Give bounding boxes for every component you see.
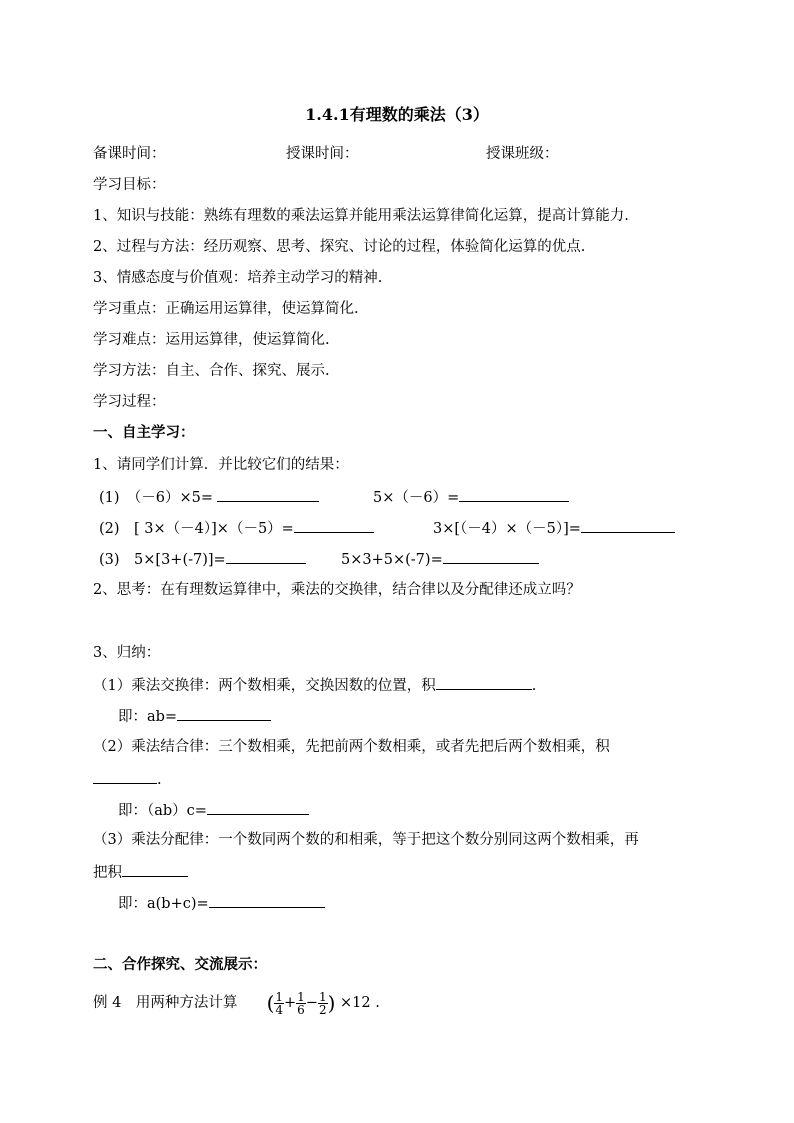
law-distributive: （3）乘法分配律：一个数同两个数的和相乘，等于把这个数分别同这两个数相乘，再 — [93, 832, 639, 848]
answer-blank — [177, 705, 271, 721]
example-tail: ×12 . — [340, 995, 380, 1011]
question-2: 2、思考：在有理数运算律中，乘法的交换律，结合律以及分配律还成立吗？ — [93, 582, 581, 598]
section2-heading: 二、合作探究、交流展示： — [93, 956, 267, 973]
minus-sign: − — [305, 995, 318, 1011]
example-label: 例 4 用两种方法计算 — [93, 995, 238, 1011]
section1-heading: 一、自主学习： — [93, 424, 195, 441]
answer-blank — [217, 486, 319, 502]
question-3: 3、归纳： — [93, 645, 161, 661]
problem-2a: (2) [ 3×（－4）]×（－5）= — [99, 517, 374, 539]
answer-blank — [93, 768, 157, 784]
answer-blank — [459, 486, 569, 502]
teach-time-label: 授课时间： — [286, 146, 359, 162]
law-commutative: （1）乘法交换律：两个数相乘，交换因数的位置，积 . — [93, 674, 536, 696]
problem-2b: 3×[（－4）×（－5）]= — [433, 517, 675, 539]
close-paren: ) — [327, 991, 336, 1015]
problem-row-1 — [93, 486, 703, 506]
difficulty: 学习难点：运用运算律，使运算简化. — [93, 332, 330, 348]
fraction-1: $\frac{1}{4}$ — [275, 989, 284, 1017]
key-point: 学习重点：正确运用运算律，使运算简化. — [93, 301, 359, 317]
objectives-label: 学习目标： — [93, 177, 166, 193]
answer-blank — [209, 892, 325, 908]
problem-3a: (3) 5×[3+(-7)]= — [99, 548, 306, 570]
objective-3: 3、情感态度与价值观：培养主动学习的精神. — [93, 270, 383, 286]
law-distributive-cont: 把积 — [93, 861, 188, 883]
prep-time-label: 备课时间： — [93, 146, 166, 162]
fraction-2: $\frac{1}{6}$ — [297, 989, 305, 1017]
problem-row-2 — [93, 517, 703, 537]
law-associative-eq: 即：（ab）c= — [118, 799, 309, 821]
law-associative: （2）乘法结合律：三个数相乘，先把前两个数相乘，或者先把后两个数相乘，积 — [93, 739, 610, 755]
fraction-3: $\frac{1}{2}$ — [318, 989, 327, 1017]
header-row — [93, 144, 713, 164]
open-paren: ( — [266, 991, 275, 1015]
answer-blank — [443, 548, 539, 564]
law-associative-cont: . — [93, 768, 162, 790]
answer-blank — [122, 861, 188, 877]
teach-class-label: 授课班级： — [486, 146, 559, 162]
problem-1a: (1) （－6）×5= — [99, 486, 319, 508]
question-1: 1、请同学们计算．并比较它们的结果： — [93, 457, 349, 473]
plus-sign: + — [284, 995, 297, 1011]
answer-blank — [294, 517, 374, 533]
problem-3b: 5×3+5×(-7)= — [341, 548, 539, 570]
learning-process: 学习过程： — [93, 394, 166, 410]
example-4 — [93, 986, 380, 1020]
answer-blank — [207, 799, 309, 815]
page-title: 1.4.1有理数的乘法（3） — [305, 105, 489, 124]
objective-2: 2、过程与方法：经历观察、思考、探究、讨论的过程，体验简化运算的优点. — [93, 239, 586, 255]
answer-blank — [436, 674, 532, 690]
answer-blank — [226, 548, 306, 564]
law-distributive-eq: 即：a(b+c)= — [118, 892, 325, 914]
learning-method: 学习方法：自主、合作、探究、展示. — [93, 363, 330, 379]
objective-1: 1、知识与技能：熟练有理数的乘法运算并能用乘法运算律简化运算，提高计算能力. — [93, 208, 629, 224]
law-commutative-eq: 即：ab= — [118, 705, 271, 727]
problem-1b: 5×（－6）= — [373, 486, 569, 508]
problem-row-3 — [93, 548, 703, 568]
answer-blank — [581, 517, 675, 533]
